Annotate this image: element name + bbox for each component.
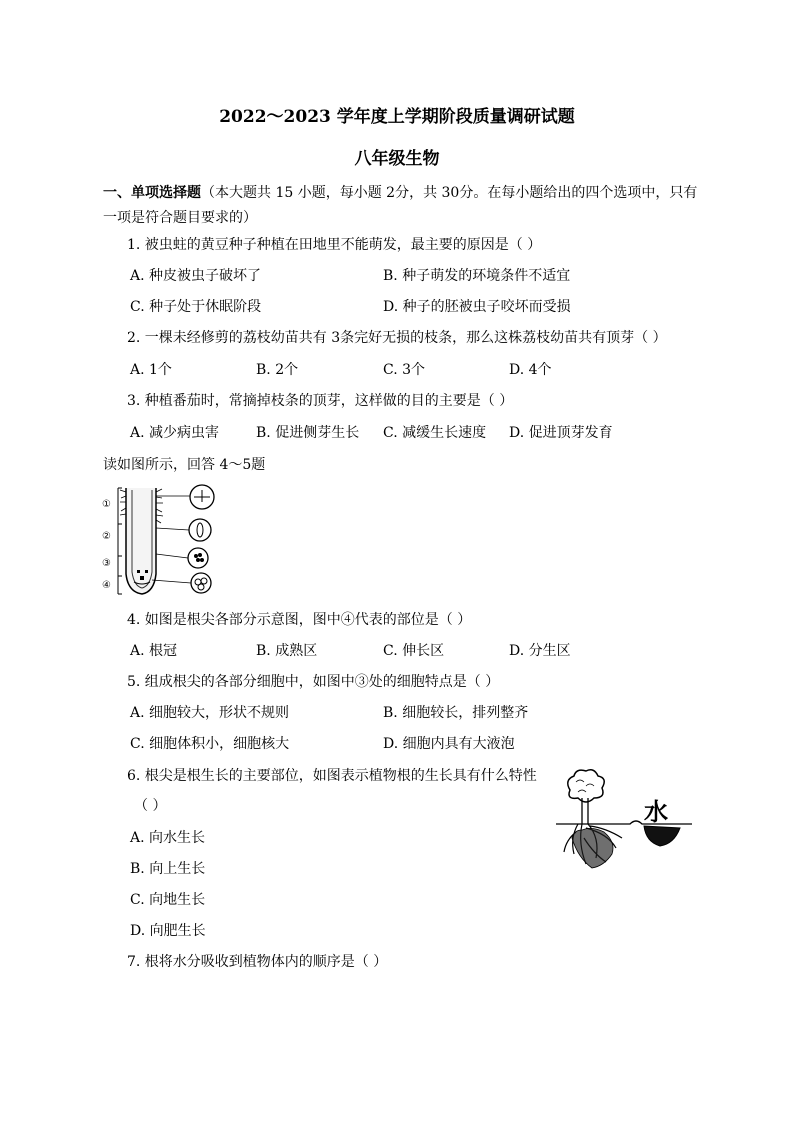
q2-option-b: B. 2个 [256, 362, 299, 378]
section-heading: 一、单项选择题 [103, 185, 201, 201]
q1-option-d: D. 种子的胚被虫子咬坏而受损 [383, 299, 571, 315]
section-description: （本大题共 15 小题，每小题 2分，共 30分。在每小题给出的四个选项中，只有 [201, 185, 698, 201]
water-label: 水 [644, 798, 668, 826]
read-figure-note: 读如图所示，回答 4～5题 [103, 457, 266, 473]
q6-option-a: A. 向水生长 [130, 830, 206, 846]
q6-answer-paren: （ ） [134, 798, 167, 814]
q2-option-a: A. 1个 [130, 362, 172, 378]
q1-option-a: A. 种皮被虫子破坏了 [130, 268, 262, 284]
q5-option-d: D. 细胞内具有大液泡 [383, 736, 515, 752]
q4-option-b: B. 成熟区 [256, 643, 318, 659]
exam-subtitle: 八年级生物 [354, 149, 440, 169]
q1-option-c: C. 种子处于休眠阶段 [130, 299, 262, 315]
q3-option-a: A. 减少病虫害 [130, 425, 220, 441]
plant-root-water-figure [556, 768, 696, 880]
figure-label-2: ② [102, 531, 111, 542]
figure-label-3: ③ [102, 558, 111, 569]
section-description-cont: 一项是符合题目要求的） [103, 210, 257, 226]
q3-option-d: D. 促进顶芽发育 [509, 425, 613, 441]
q4-option-c: C. 伸长区 [383, 643, 445, 659]
q5-option-b: B. 细胞较长，排列整齐 [383, 705, 529, 721]
q1-option-b: B. 种子萌发的环境条件不适宜 [383, 268, 571, 284]
q2-option-c: C. 3个 [383, 362, 426, 378]
q5-option-c: C. 细胞体积小，细胞核大 [130, 736, 290, 752]
q6-stem: 6. 根尖是根生长的主要部位，如图表示植物根的生长具有什么特性 [127, 768, 537, 784]
q4-stem: 4. 如图是根尖各部分示意图，图中④代表的部位是（ ） [127, 612, 472, 628]
q4-option-d: D. 分生区 [509, 643, 571, 659]
q6-option-c: C. 向地生长 [130, 892, 206, 908]
q7-stem: 7. 根将水分吸收到植物体内的顺序是（ ） [127, 954, 388, 970]
q3-option-b: B. 促进侧芽生长 [256, 425, 360, 441]
q6-option-d: D. 向肥生长 [130, 923, 206, 939]
figure-label-1: ① [102, 499, 111, 510]
figure-label-4: ④ [102, 580, 111, 591]
q1-stem: 1. 被虫蛀的黄豆种子种植在田地里不能萌发，最主要的原因是（ ） [127, 237, 542, 253]
q2-option-d: D. 4个 [509, 362, 552, 378]
q4-option-a: A. 根冠 [130, 643, 178, 659]
root-tip-figure [102, 482, 222, 598]
exam-title: 2022～2023 学年度上学期阶段质量调研试题 [219, 107, 575, 127]
q3-stem: 3. 种植番茄时，常摘掉枝条的顶芽，这样做的目的主要是（ ） [127, 393, 514, 409]
q2-stem: 2. 一棵未经修剪的荔枝幼苗共有 3条完好无损的枝条，那么这株荔枝幼苗共有顶芽（ ） [127, 330, 667, 346]
section-heading-line [103, 184, 697, 202]
q5-stem: 5. 组成根尖的各部分细胞中，如图中③处的细胞特点是（ ） [127, 674, 500, 690]
q6-option-b: B. 向上生长 [130, 861, 206, 877]
q3-option-c: C. 减缓生长速度 [383, 425, 487, 441]
q5-option-a: A. 细胞较大，形状不规则 [130, 705, 290, 721]
